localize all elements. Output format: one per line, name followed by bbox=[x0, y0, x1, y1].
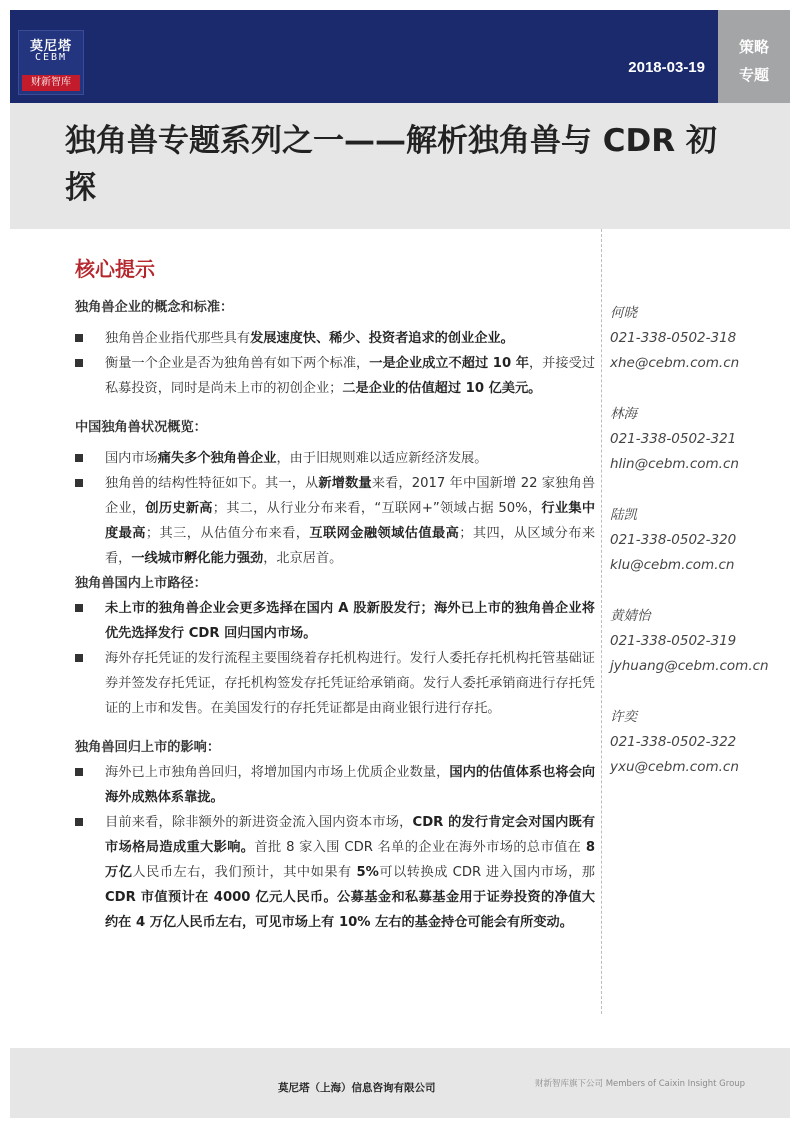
text: 国内市场 bbox=[105, 451, 158, 466]
text: 海外已上市独角兽回归，将增加国内市场上优质企业数量， bbox=[105, 765, 450, 780]
text: ；其二，从行业分布来看，“互联网+”领域占据 50%， bbox=[212, 501, 542, 516]
text: ，北京居首。 bbox=[263, 551, 343, 566]
section-heading: 独角兽国内上市路径： bbox=[75, 576, 207, 591]
text: 独角兽的结构性特征如下。其一，从 bbox=[105, 476, 319, 491]
analyst-contacts bbox=[610, 301, 790, 806]
section-heading: 中国独角兽状况概览： bbox=[75, 420, 207, 435]
text: 可以转换成 CDR 进入国内市场，那 bbox=[378, 865, 595, 880]
bullet-item bbox=[75, 760, 595, 810]
text: ，并接受过私募投资，同时是尚未上市的初创企业； bbox=[105, 356, 596, 396]
bullet-list bbox=[75, 446, 595, 571]
analyst-name: 何晓 bbox=[610, 305, 637, 321]
tag-line-2: 专题 bbox=[738, 66, 769, 84]
text: 独角兽企业指代那些具有 bbox=[105, 331, 251, 346]
logo-text-caixin: 财新智库 bbox=[22, 75, 80, 91]
report-title: 独角兽专题系列之一——解析独角兽与 CDR 初探 bbox=[65, 123, 717, 206]
analyst-email[interactable]: jyhuang@cebm.com.cn bbox=[610, 658, 769, 674]
bold-text: 国内的估值体系也将会向海外成熟体系靠拢。 bbox=[105, 765, 596, 805]
analyst-contact bbox=[610, 402, 790, 477]
analyst-name: 黄婧怡 bbox=[610, 608, 651, 624]
analyst-email[interactable]: hlin@cebm.com.cn bbox=[610, 456, 739, 472]
analyst-name: 林海 bbox=[610, 406, 637, 422]
report-type-tag bbox=[718, 10, 790, 103]
text: 来看，2017 年中国新增 22 家独角兽企业， bbox=[105, 476, 596, 516]
section-heading: 独角兽回归上市的影响： bbox=[75, 740, 221, 755]
analyst-email[interactable]: xhe@cebm.com.cn bbox=[610, 355, 740, 371]
analyst-contact bbox=[610, 503, 790, 578]
analyst-phone: 021-338-0502-320 bbox=[610, 532, 737, 548]
analyst-name: 陆凯 bbox=[610, 507, 637, 523]
analyst-name: 许奕 bbox=[610, 709, 637, 725]
bold-text: 8 万亿 bbox=[105, 840, 596, 880]
core-heading: 核心提示 bbox=[75, 257, 155, 281]
text: ；其三，从估值分布来看， bbox=[145, 526, 310, 541]
text: 首批 8 家入围 CDR 名单的企业在海外市场的总市值在 bbox=[254, 840, 586, 855]
analyst-email[interactable]: klu@cebm.com.cn bbox=[610, 557, 735, 573]
analyst-phone: 021-338-0502-322 bbox=[610, 734, 737, 750]
footer-note: 财新智库旗下公司 Members of Caixin Insight Group bbox=[535, 1079, 746, 1089]
footer-company: 莫尼塔（上海）信息咨询有限公司 bbox=[278, 1082, 436, 1094]
bullet-item bbox=[75, 810, 595, 935]
text: 海外存托凭证的发行流程主要围绕着存托机构进行。发行人委托存托机构托管基础证券并签发存托凭证，存托机构签发存托凭证给承销商。发行人委托承销商进行存托凭证的上市和发售。在美国发行的存托凭证都是由商业银行进行存托。 bbox=[105, 651, 595, 716]
cebm-logo bbox=[18, 30, 84, 95]
text: 衡量一个企业是否为独角兽有如下两个标准， bbox=[105, 356, 370, 371]
analyst-email[interactable]: yxu@cebm.com.cn bbox=[610, 759, 739, 775]
bullet-item bbox=[75, 471, 595, 571]
bold-text: 未上市的独角兽企业会更多选择在国内 A 股新股发行；海外已上市的独角兽企业将优先选择发行 CDR 回归国内市场。 bbox=[105, 601, 595, 641]
bold-text: 痛失多个独角兽企业 bbox=[157, 451, 277, 466]
bold-text: 发展速度快、稀少、投资者追求的创业企业。 bbox=[250, 331, 514, 346]
bullet-item bbox=[75, 646, 595, 721]
bullet-list bbox=[75, 760, 595, 935]
bullet-item bbox=[75, 446, 595, 471]
analyst-contact bbox=[610, 301, 790, 376]
text: ；其四，从区域分布来看， bbox=[105, 526, 596, 566]
column-divider bbox=[601, 229, 602, 1014]
bold-text: 互联网金融领域估值最高 bbox=[309, 526, 460, 541]
bold-text: CDR 的发行肯定会对国内既有市场格局造成重大影响。 bbox=[105, 815, 596, 855]
header-bar bbox=[10, 10, 718, 103]
analyst-phone: 021-338-0502-318 bbox=[610, 330, 737, 346]
bold-text: CDR 市值预计在 4000 亿元人民币。公募基金和私募基金用于证券投资的净值大约在 4 万亿人民币左右，可见市场上有 10% 左右的基金持仓可能会有所变动。 bbox=[105, 890, 595, 930]
bold-text: 一是企业成立不超过 10 年 bbox=[369, 356, 529, 371]
bullet-item bbox=[75, 326, 595, 351]
text: 人民币左右，我们预计，其中如果有 bbox=[132, 865, 357, 880]
report-date: 2018-03-19 bbox=[628, 59, 705, 76]
logo-text-cn: 莫尼塔 bbox=[29, 39, 72, 54]
text: ，由于旧规则难以适应新经济发展。 bbox=[276, 451, 488, 466]
bold-text: 创历史新高 bbox=[145, 501, 213, 516]
bullet-item bbox=[75, 351, 595, 401]
logo-text-en: CEBM bbox=[34, 52, 68, 63]
analyst-contact bbox=[610, 604, 790, 679]
analyst-phone: 021-338-0502-321 bbox=[610, 431, 737, 447]
bullet-list bbox=[75, 326, 595, 401]
bold-text: 5% bbox=[356, 865, 379, 880]
bold-text: 行业集中度最高 bbox=[105, 501, 596, 541]
analyst-contact bbox=[610, 705, 790, 780]
tag-line-1: 策略 bbox=[738, 38, 769, 56]
section-heading: 独角兽企业的概念和标准： bbox=[75, 300, 234, 315]
bold-text: 新增数量 bbox=[318, 476, 372, 491]
text: 目前来看，除非额外的新进资金流入国内资本市场， bbox=[105, 815, 413, 830]
bold-text: 二是企业的估值超过 10 亿美元。 bbox=[342, 381, 542, 396]
key-points bbox=[75, 295, 595, 949]
bullet-item bbox=[75, 596, 595, 646]
bold-text: 一线城市孵化能力强劲 bbox=[131, 551, 264, 566]
analyst-phone: 021-338-0502-319 bbox=[610, 633, 737, 649]
bullet-list bbox=[75, 596, 595, 721]
